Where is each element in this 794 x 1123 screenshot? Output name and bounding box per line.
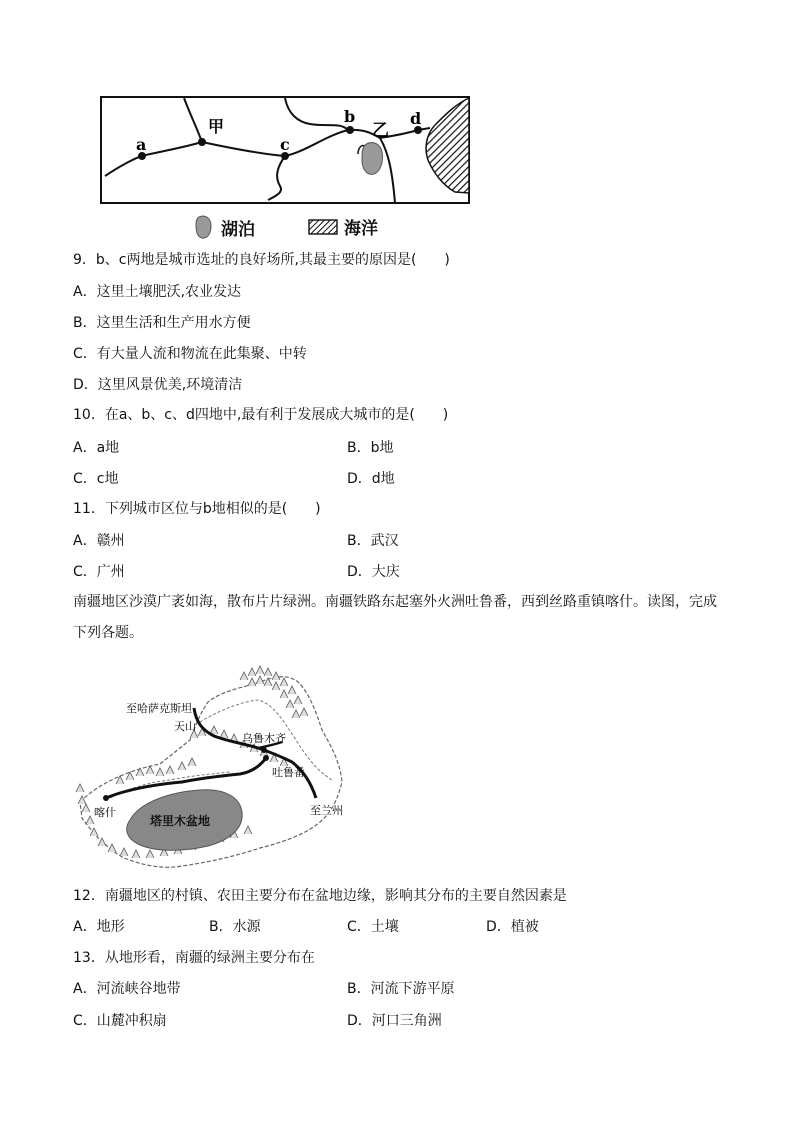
label-c: c bbox=[280, 135, 290, 154]
q10-option-a: A．a地 bbox=[73, 440, 120, 456]
city-urumqi bbox=[261, 747, 267, 753]
passage-text: 南疆地区沙漠广袤如海，散布片片绿洲。南疆铁路东起塞外火洲吐鲁番，西到丝路重镇喀什。读图，完成下列各题。 bbox=[73, 594, 717, 641]
label-d: d bbox=[410, 109, 422, 128]
label-lanzhou: 至兰州 bbox=[310, 804, 343, 817]
q9-option-c: C．有大量人流和物流在此集聚、中转 bbox=[73, 346, 307, 362]
label-jia: 甲 bbox=[208, 117, 225, 136]
q11-option-b: B．武汉 bbox=[347, 533, 399, 549]
lake bbox=[362, 143, 383, 175]
q10-option-c: C．c地 bbox=[73, 471, 119, 487]
ocean-legend-icon bbox=[308, 219, 338, 235]
legend-lake bbox=[193, 214, 255, 240]
river-city-map bbox=[100, 96, 470, 204]
legend-lake-label: 湖泊 bbox=[221, 219, 255, 240]
q12-option-d: D．植被 bbox=[486, 919, 539, 935]
city-jia bbox=[198, 138, 206, 146]
q10-option-b: B．b地 bbox=[347, 440, 394, 456]
south-xinjiang-map bbox=[70, 652, 355, 874]
label-a: a bbox=[136, 135, 147, 154]
label-tarim: 塔里木盆地 bbox=[150, 814, 211, 828]
city-kashgar bbox=[103, 795, 109, 801]
q12-option-b: B．水源 bbox=[209, 919, 261, 935]
label-turpan: 吐鲁番 bbox=[272, 766, 305, 779]
q11-option-c: C．广州 bbox=[73, 564, 125, 580]
lake-legend-icon bbox=[193, 214, 215, 240]
q12-option-c: C．土壤 bbox=[347, 919, 399, 935]
label-yi: 乙 bbox=[372, 121, 389, 141]
q13-option-a: A．河流峡谷地带 bbox=[73, 981, 181, 997]
q11-option-a: A．赣州 bbox=[73, 533, 125, 549]
label-tianshan: 天山 bbox=[174, 720, 196, 733]
q9-option-a: A．这里土壤肥沃,农业发达 bbox=[73, 284, 242, 300]
label-kashgar: 喀什 bbox=[94, 806, 116, 819]
legend-ocean bbox=[308, 214, 378, 239]
label-b: b bbox=[344, 107, 356, 126]
q9-option-b: B．这里生活和生产用水方便 bbox=[73, 315, 251, 331]
city-turpan bbox=[263, 755, 269, 761]
legend-ocean-label: 海洋 bbox=[344, 219, 378, 239]
q12-option-a: A．地形 bbox=[73, 919, 125, 935]
question-13-stem: 13．从地形看，南疆的绿洲主要分布在 bbox=[73, 950, 315, 966]
question-10-stem: 10．在a、b、c、d四地中,最有利于发展成大城市的是( ) bbox=[73, 407, 449, 423]
q11-option-d: D．大庆 bbox=[347, 564, 400, 580]
q13-option-c: C．山麓冲积扇 bbox=[73, 1013, 167, 1029]
q10-option-d: D．d地 bbox=[347, 471, 395, 487]
q13-option-d: D．河口三角洲 bbox=[347, 1013, 442, 1029]
question-11-stem: 11．下列城市区位与b地相似的是( ) bbox=[73, 501, 321, 517]
railway-line bbox=[194, 708, 316, 798]
label-urumqi: 乌鲁木齐 bbox=[242, 732, 286, 745]
q9-option-d: D．这里风景优美,环境清洁 bbox=[73, 377, 243, 393]
question-9-stem: 9．b、c两地是城市选址的良好场所,其最主要的原因是( ) bbox=[73, 252, 450, 268]
question-12-stem: 12．南疆地区的村镇、农田主要分布在盆地边缘，影响其分布的主要自然因素是 bbox=[73, 888, 567, 904]
city-b bbox=[346, 126, 354, 134]
q13-option-b: B．河流下游平原 bbox=[347, 981, 455, 997]
label-kazakhstan: 至哈萨克斯坦 bbox=[126, 702, 192, 715]
